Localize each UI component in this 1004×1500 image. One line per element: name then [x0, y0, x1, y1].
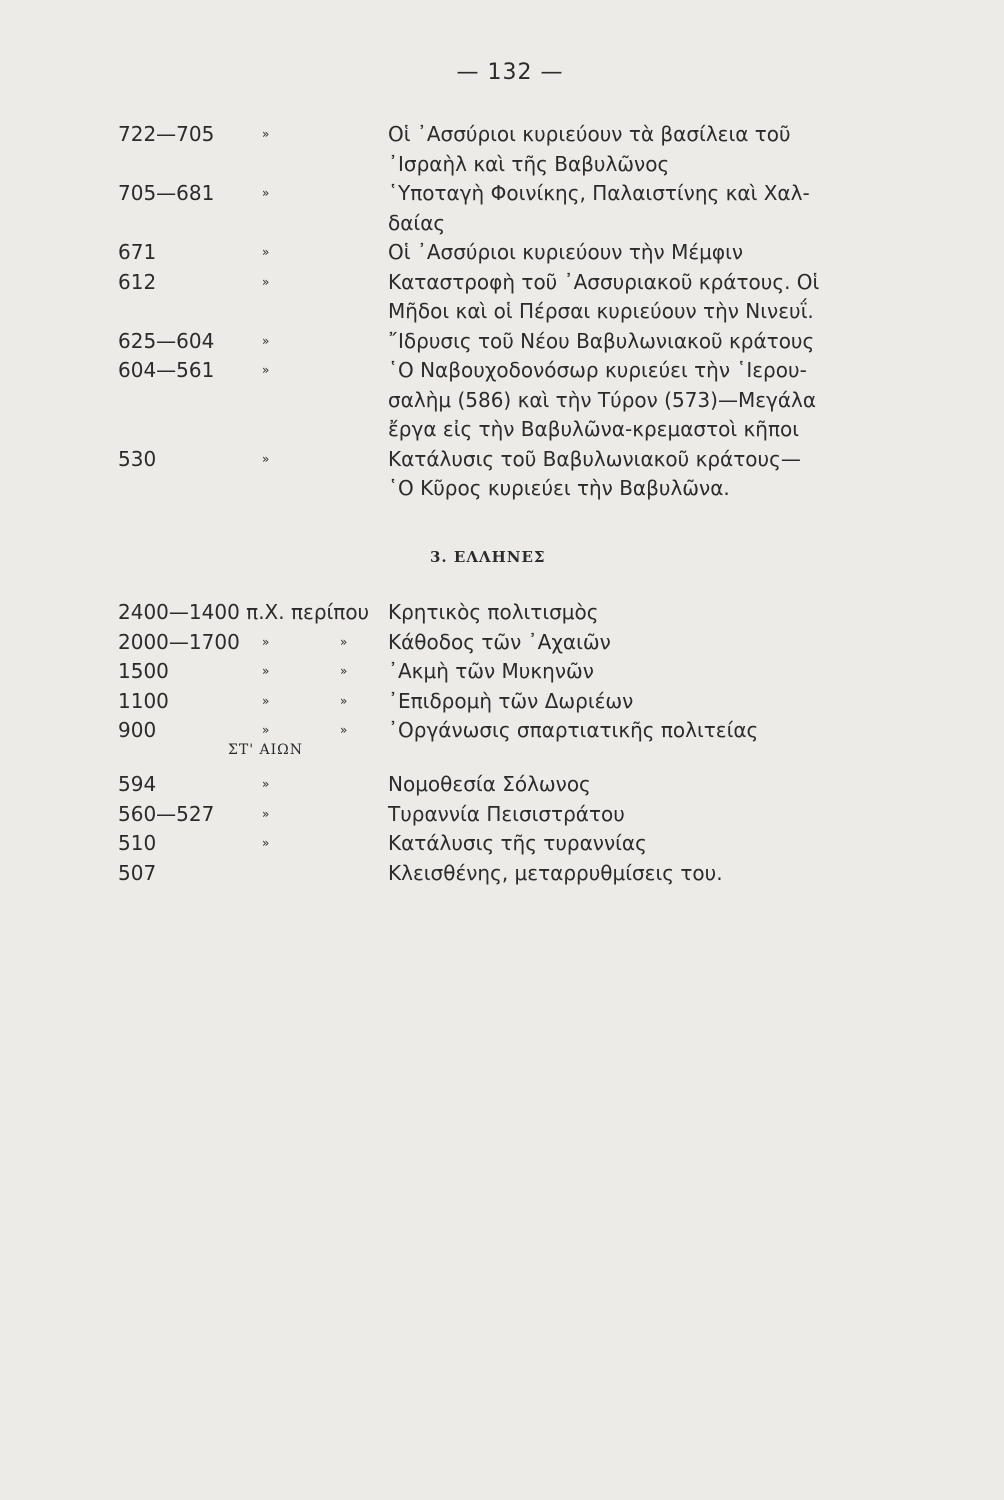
ditto-mark: » — [262, 245, 270, 259]
chronology-row — [0, 716, 1004, 744]
event-text: Οἱ ᾿Ασσύριοι κυριεύουν τὰ βασίλεια τοῦ — [388, 122, 791, 146]
event-text: ᾿Ακμὴ τῶν Μυκηνῶν — [388, 659, 594, 683]
section-heading: 3. ΕΛΛΗΝΕΣ — [430, 548, 546, 566]
date: 510 — [118, 831, 157, 855]
event-text: Κρητικὸς πολιτισμὸς — [388, 600, 599, 624]
event-text: Μῆδοι καὶ οἱ Πέρσαι κυριεύουν τὴν Νινευΐ. — [388, 299, 814, 323]
event-text: ᾿Οργάνωσις σπαρτιατικῆς πολιτείας — [388, 718, 759, 742]
page-number: — 132 — — [456, 60, 564, 85]
date: 625—604 — [118, 328, 215, 353]
date: 560—527 — [118, 801, 215, 826]
ditto-mark: » — [262, 274, 270, 289]
ditto-mark: » — [340, 693, 348, 708]
ditto-mark: » — [262, 363, 270, 377]
date: 507 — [118, 860, 157, 885]
chronology-row — [0, 859, 1004, 887]
event-text: Κατάλυσις τοῦ Βαβυλωνιακοῦ κράτους— — [388, 446, 801, 471]
date: 530 — [118, 446, 157, 471]
date: 2400—1400 π.Χ. περίπου — [118, 600, 370, 624]
event-text: Κλεισθένης, μεταρρυθμίσεις του. — [388, 860, 723, 885]
chronology-row — [0, 445, 1004, 473]
chronology-row — [0, 657, 1004, 685]
event-text: σαλὴμ (586) καὶ τὴν Τύρον (573)—Μεγάλα — [388, 387, 817, 412]
ditto-mark: » — [262, 693, 270, 708]
event-text: Κάθοδος τῶν ᾿Αχαιῶν — [388, 629, 611, 654]
ditto-mark: » — [340, 664, 348, 678]
chronology-row — [0, 238, 1004, 266]
ditto-mark: » — [262, 836, 270, 850]
chronology-row — [0, 120, 1004, 148]
chronology-row — [0, 209, 1004, 237]
event-text: ᾿Επιδρομὴ τῶν Δωριέων — [388, 688, 634, 713]
event-text: ἔργα εἰς τὴν Βαβυλῶνα-κρεμαστοὶ κῆποι — [388, 417, 799, 441]
ditto-mark: » — [262, 806, 270, 821]
ditto-mark: » — [262, 664, 270, 678]
chronology-row — [0, 150, 1004, 178]
event-text: δαίας — [388, 210, 446, 235]
ditto-mark: » — [262, 723, 270, 737]
date: 705—681 — [118, 181, 215, 205]
ditto-mark: » — [262, 333, 270, 348]
date: 604—561 — [118, 358, 215, 382]
chronology-row — [0, 386, 1004, 414]
date: 722—705 — [118, 122, 215, 146]
date: 2000—1700 — [118, 629, 240, 654]
ditto-mark: » — [262, 127, 270, 141]
chronology-row — [0, 628, 1004, 656]
event-text: Οἱ ᾿Ασσύριοι κυριεύουν τὴν Μέμφιν — [388, 240, 744, 264]
century-heading: ΣΤ' ΑΙΩΝ — [228, 742, 304, 758]
chronology-row — [0, 179, 1004, 207]
chronology-row — [0, 770, 1004, 798]
chronology-row — [0, 598, 1004, 626]
chronology-row — [0, 415, 1004, 443]
ditto-mark: » — [262, 777, 270, 791]
ditto-mark: » — [262, 186, 270, 200]
event-text: Κατάλυσις τῆς τυραννίας — [388, 831, 647, 855]
date: 612 — [118, 269, 157, 294]
date: 1500 — [118, 659, 169, 683]
chronology-row — [0, 800, 1004, 828]
ditto-mark: » — [340, 723, 348, 737]
chronology-row — [0, 356, 1004, 384]
date: 900 — [118, 718, 157, 742]
chronology-row — [0, 327, 1004, 355]
ditto-mark: » — [262, 451, 270, 466]
chronology-row — [0, 297, 1004, 325]
date: 1100 — [118, 688, 169, 713]
event-text: Καταστροφὴ τοῦ ᾿Ασσυριακοῦ κράτους. Οἱ — [388, 269, 820, 294]
event-text: ᾿Ισραὴλ καὶ τῆς Βαβυλῶνος — [388, 151, 670, 176]
event-text: ῎Ιδρυσις τοῦ Νέου Βαβυλωνιακοῦ κράτους — [388, 328, 815, 353]
ditto-mark: » — [262, 634, 270, 649]
chronology-row — [0, 268, 1004, 296]
event-text: ῾Υποταγὴ Φοινίκης, Παλαιστίνης καὶ Χαλ- — [388, 181, 810, 205]
chronology-row — [0, 687, 1004, 715]
event-text: ῾Ο Κῦρος κυριεύει τὴν Βαβυλῶνα. — [388, 476, 730, 500]
event-text: ῾Ο Ναβουχοδονόσωρ κυριεύει τὴν ῾Ιερου- — [388, 358, 807, 382]
event-text: Τυραννία Πεισιστράτου — [388, 801, 625, 826]
ditto-mark: » — [340, 634, 348, 649]
event-text: Νομοθεσία Σόλωνος — [388, 772, 591, 796]
chronology-row — [0, 474, 1004, 502]
chronology-row — [0, 829, 1004, 857]
date: 671 — [118, 240, 157, 264]
date: 594 — [118, 772, 157, 796]
